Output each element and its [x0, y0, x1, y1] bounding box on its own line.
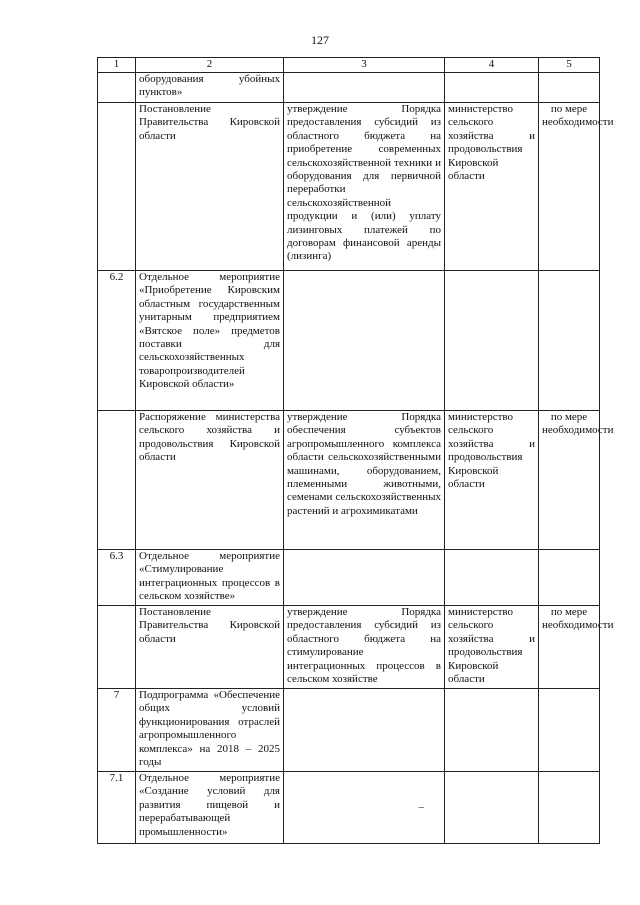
deadline-cell [539, 772, 600, 844]
purpose-cell [284, 271, 445, 411]
purpose-cell [284, 550, 445, 606]
measure-cell: Отдельное мероприятие «Создание условий для развития пищевой и перерабатывающей промышленности» [136, 772, 284, 844]
column-number: 1 [98, 58, 136, 73]
table-row [98, 606, 600, 689]
table-row [98, 411, 600, 550]
column-number: 5 [539, 58, 600, 73]
deadline-cell: по мере необходимости [539, 606, 600, 689]
column-number-row [98, 58, 600, 73]
row-number-cell: 7 [98, 689, 136, 772]
measure-cell: оборудования убойных пунктов» [136, 73, 284, 103]
purpose-cell: утверждение Порядка предоставления субсидий из областного бюджета на стимулирование интеграционных процессов в сельском хозяйстве [284, 606, 445, 689]
purpose-cell: – [284, 772, 445, 844]
measure-cell: Распоряжение министерства сельского хозяйства и продовольствия Кировской области [136, 411, 284, 550]
row-number-cell: 6.3 [98, 550, 136, 606]
purpose-cell: утверждение Порядка предоставления субсидий из областного бюджета на приобретение современных сельскохозяйственной техники и оборудования для первичной переработки сельскохозяйственной продукции и (или) уплату лизинговых платежей по договорам финансовой аренды (лизинга) [284, 103, 445, 271]
purpose-cell [284, 689, 445, 772]
row-number-cell: 6.2 [98, 271, 136, 411]
measure-cell: Отдельное мероприятие «Стимулирование интеграционных процессов в сельском хозяйстве» [136, 550, 284, 606]
measure-cell: Постановление Правительства Кировской области [136, 606, 284, 689]
deadline-cell [539, 271, 600, 411]
deadline-cell [539, 73, 600, 103]
executor-cell: министерство сельского хозяйства и продовольствия Кировской области [445, 411, 539, 550]
executor-cell: министерство сельского хозяйства и продовольствия Кировской области [445, 606, 539, 689]
page-number: 127 [311, 33, 329, 47]
executor-cell: министерство сельского хозяйства и продовольствия Кировской области [445, 103, 539, 271]
table-row [98, 73, 600, 103]
row-number-cell [98, 73, 136, 103]
measure-cell: Отдельное мероприятие «Приобретение Кировским областным государственным унитарным предприятием «Вятское поле» предметов поставки для сельскохозяйственных товаропроизводителей Кировской области» [136, 271, 284, 411]
row-number-cell: 7.1 [98, 772, 136, 844]
row-number-cell [98, 411, 136, 550]
measure-cell: Постановление Правительства Кировской области [136, 103, 284, 271]
column-number: 3 [284, 58, 445, 73]
table-row [98, 271, 600, 411]
measure-cell: Подпрограмма «Обеспечение общих условий функционирования отраслей агропромышленного комплекса» на 2018 – 2025 годы [136, 689, 284, 772]
table-row [98, 772, 600, 844]
executor-cell [445, 271, 539, 411]
executor-cell [445, 73, 539, 103]
measures-table [97, 57, 614, 844]
deadline-cell [539, 550, 600, 606]
executor-cell [445, 689, 539, 772]
deadline-cell: по мере необходимости [539, 411, 600, 550]
table-row [98, 689, 600, 772]
executor-cell [445, 550, 539, 606]
purpose-cell: утверждение Порядка обеспечения субъектов агропромышленного комплекса области сельскохозяйственными машинами, оборудованием, племенными животными, семенами сельскохозяйственных растений и агрохимикатами [284, 411, 445, 550]
table-row [98, 103, 600, 271]
purpose-cell [284, 73, 445, 103]
deadline-cell: по мере необходимости [539, 103, 600, 271]
table-row [98, 550, 600, 606]
executor-cell [445, 772, 539, 844]
column-number: 4 [445, 58, 539, 73]
row-number-cell [98, 103, 136, 271]
deadline-cell [539, 689, 600, 772]
row-number-cell [98, 606, 136, 689]
column-number: 2 [136, 58, 284, 73]
